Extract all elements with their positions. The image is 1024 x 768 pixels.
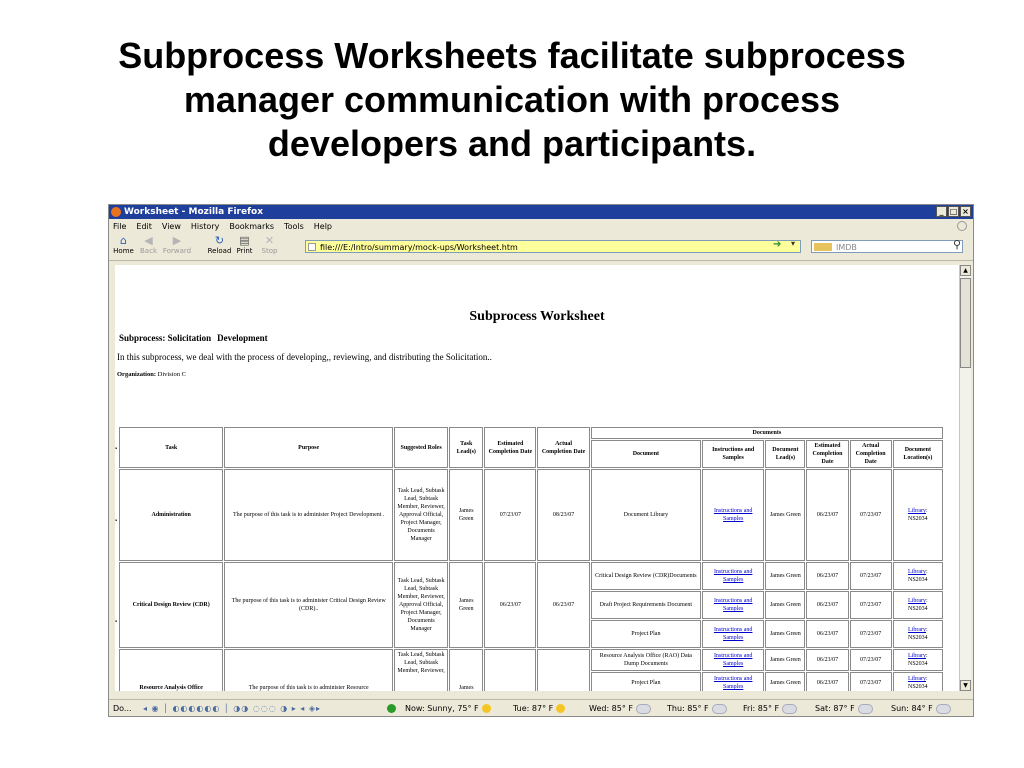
subprocess-line <box>119 333 268 343</box>
location-code: NS2034 <box>908 516 928 522</box>
toolbar-icons[interactable]: ◂ ◉ │ ◐◐◐◐◐◐ │ ◑◑ ◌◌◌ ◑ ▸ ◂ ◈▸ <box>143 704 322 713</box>
doc-estimated-date-cell: 06/23/07 <box>806 649 848 671</box>
purpose-cell: The purpose of this task is to administer Resource <box>224 649 393 691</box>
library-link[interactable]: Library <box>908 676 927 682</box>
subprocess-value: Development <box>217 333 268 343</box>
url-text: file:///E:/Intro/summary/mock-ups/Worksheet.htm <box>320 243 518 252</box>
header-purpose: Purpose <box>224 427 393 468</box>
location-cell: Library: NS2034 <box>893 562 943 590</box>
document-lead-cell: James Green <box>765 672 805 691</box>
instructions-cell <box>702 469 764 561</box>
library-link[interactable]: Library <box>908 653 927 659</box>
instructions-link[interactable]: Instructions and Samples <box>713 508 753 522</box>
organization-label: Organization: <box>117 371 156 378</box>
header-task-leads: Task Lead(s) <box>449 427 483 468</box>
doc-actual-date-cell: 07/23/07 <box>850 649 892 671</box>
search-engine-icon[interactable] <box>814 243 832 251</box>
intro-text: In this subprocess, we deal with the process of developing,, reviewing, and distributing the Solicitation.. <box>117 352 492 362</box>
instructions-link[interactable]: Instructions and Samples <box>713 676 753 690</box>
slide-title <box>40 34 984 166</box>
instructions-cell <box>702 591 764 619</box>
scroll-down-icon[interactable]: ▼ <box>960 680 971 691</box>
task-cell: Administration <box>119 469 223 561</box>
status-green-icon <box>387 704 396 713</box>
doc-actual-date-cell: 07/23/07 <box>850 562 892 590</box>
doc-estimated-date-cell: 06/23/07 <box>806 469 848 561</box>
doc-estimated-date-cell: 06/23/07 <box>806 620 848 648</box>
cloud-icon <box>636 704 651 714</box>
location-code: NS2034 <box>908 635 928 641</box>
instructions-cell <box>702 562 764 590</box>
forecast-label: Wed: 85° F <box>589 704 634 713</box>
reload-button[interactable] <box>207 234 232 255</box>
home-icon: ⌂ <box>120 234 127 247</box>
forward-button[interactable] <box>161 234 193 255</box>
maximize-button[interactable]: □ <box>949 207 958 216</box>
location-cell: Library: NS2034 <box>893 591 943 619</box>
location-cell: Library: NS2034 <box>893 469 943 561</box>
weather-now <box>405 700 491 717</box>
library-link[interactable]: Library <box>908 508 927 514</box>
forecast-label: Fri: 85° F <box>743 704 780 713</box>
header-doc-actual-date: Actual Completion Date <box>850 440 892 468</box>
instructions-link[interactable]: Instructions and Samples <box>713 569 753 583</box>
location-cell: Library: NS2034 <box>893 620 943 648</box>
header-document-leads: Document Lead(s) <box>765 440 805 468</box>
actual-date-cell: 06/23/07 <box>537 562 589 648</box>
header-actual-date: Actual Completion Date <box>537 427 589 468</box>
menu-bar <box>109 219 973 234</box>
forecast-item <box>815 700 873 717</box>
document-lead-cell: James Green <box>765 562 805 590</box>
instructions-link[interactable]: Instructions and Samples <box>713 653 753 667</box>
purpose-cell: The purpose of this task is to administer Project Development . <box>224 469 393 561</box>
library-link[interactable]: Library <box>908 569 927 575</box>
forecast-label: Sun: 84° F <box>891 704 933 713</box>
menu-help[interactable]: Help <box>313 222 333 231</box>
search-engine-label: IMDB <box>836 243 857 252</box>
header-suggested-roles: Suggested Roles <box>394 427 448 468</box>
page-icon <box>308 243 316 251</box>
header-doc-estimated-date: Estimated Completion Date <box>806 440 848 468</box>
roles-cell: Task Lead, Subtask Lead, Subtask Member, Reviewer, Approval Official, Project Manager, Documents Manager <box>394 562 448 648</box>
document-cell: Draft Project Requirements Document <box>591 591 701 619</box>
forecast-item <box>589 700 651 717</box>
go-arrow-icon[interactable]: ➔ <box>773 239 782 250</box>
instructions-cell <box>702 649 764 671</box>
home-button[interactable] <box>111 234 136 255</box>
worksheet-table <box>118 426 944 691</box>
purpose-cell: The purpose of this task is to administer Critical Design Review (CDR).. <box>224 562 393 648</box>
task-cell: Resource Analysis Office <box>119 649 223 691</box>
stop-button[interactable] <box>257 234 282 255</box>
search-input[interactable] <box>811 240 963 253</box>
library-link[interactable]: Library <box>908 627 927 633</box>
estimated-date-cell <box>484 649 536 691</box>
location-code: NS2034 <box>908 684 928 690</box>
scroll-up-icon[interactable]: ▲ <box>960 265 971 276</box>
slide-title-line: Subprocess Worksheets facilitate subprocess <box>118 35 906 76</box>
estimated-date-cell: 07/23/07 <box>484 469 536 561</box>
status-text: Do... <box>113 704 132 713</box>
window-titlebar[interactable] <box>109 205 973 219</box>
throbber-icon <box>957 221 967 231</box>
navigation-toolbar <box>109 234 973 261</box>
print-label: Print <box>236 247 253 255</box>
location-code: NS2034 <box>908 606 928 612</box>
document-cell: Resource Analysis Office (RAO) Data Dump Documents <box>591 649 701 671</box>
document-lead-cell: James Green <box>765 469 805 561</box>
home-label: Home <box>113 247 134 255</box>
library-link[interactable]: Library <box>908 598 927 604</box>
vertical-scrollbar[interactable] <box>959 265 971 691</box>
menu-tools[interactable]: Tools <box>284 222 304 231</box>
scroll-thumb[interactable] <box>960 278 971 368</box>
forecast-item <box>891 700 951 717</box>
document-cell: Critical Design Review (CDR)Documents <box>591 562 701 590</box>
document-lead-cell: James Green <box>765 620 805 648</box>
cloud-icon <box>712 704 727 714</box>
roles-cell: Task Lead, Subtask Lead, Subtask Member, Reviewer, <box>394 649 448 691</box>
cloud-icon <box>858 704 873 714</box>
document-cell: Document Library <box>591 469 701 561</box>
menu-edit[interactable]: Edit <box>136 222 152 231</box>
forecast-label: Tue: 87° F <box>513 704 554 713</box>
slide-title-line: manager communication with process <box>183 79 841 120</box>
weather-now-text: Now: Sunny, 75° F <box>405 704 479 713</box>
forecast-label: Sat: 87° F <box>815 704 855 713</box>
forward-label: Forward <box>162 247 192 255</box>
header-estimated-date: Estimated Completion Date <box>484 427 536 468</box>
doc-estimated-date-cell: 06/23/07 <box>806 591 848 619</box>
reload-icon: ↻ <box>214 234 225 247</box>
menu-bookmarks[interactable]: Bookmarks <box>229 222 275 231</box>
instructions-link[interactable]: Instructions and Samples <box>713 598 753 612</box>
location-code: NS2034 <box>908 661 928 667</box>
document-lead-cell: James Green <box>765 649 805 671</box>
task-lead-cell: James Green <box>449 562 483 648</box>
back-label: Back <box>140 247 157 255</box>
roles-cell: Task Lead, Subtask Lead, Subtask Member, Reviewer, Approval Official, Project Manager, Documents Manager <box>394 469 448 561</box>
browser-window <box>108 204 974 717</box>
search-icon[interactable]: ⚲ <box>953 238 962 251</box>
location-code: NS2034 <box>908 577 928 583</box>
organization-line <box>117 371 186 378</box>
row-marker-icon: ▪ <box>115 619 118 625</box>
doc-actual-date-cell: 07/23/07 <box>850 620 892 648</box>
table-row <box>119 562 943 590</box>
document-cell: Project Plan <box>591 620 701 648</box>
minimize-button[interactable]: _ <box>936 206 947 217</box>
header-instructions: Instructions and Samples <box>702 440 764 468</box>
menu-file[interactable]: File <box>113 222 127 231</box>
doc-actual-date-cell: 07/23/07 <box>850 469 892 561</box>
forecast-item <box>667 700 727 717</box>
subprocess-label: Subprocess: Solicitation <box>119 333 212 343</box>
cloud-icon <box>936 704 951 714</box>
worksheet-heading: Subprocess Worksheet <box>469 309 605 324</box>
doc-estimated-date-cell: 06/23/07 <box>806 672 848 691</box>
reload-label: Reload <box>207 247 232 255</box>
firefox-icon <box>111 207 121 217</box>
document-cell: Project Plan <box>591 672 701 691</box>
print-button[interactable] <box>232 234 257 255</box>
forward-arrow-icon: ▶ <box>172 234 182 247</box>
sun-icon <box>482 704 491 713</box>
task-lead-cell: James Green <box>449 469 483 561</box>
table-row <box>119 469 943 561</box>
stop-label: Stop <box>261 247 278 255</box>
menu-history[interactable]: History <box>190 222 220 231</box>
back-arrow-icon: ◀ <box>144 234 153 247</box>
forecast-item <box>513 700 565 717</box>
url-dropdown-icon[interactable]: ▾ <box>791 239 796 248</box>
doc-actual-date-cell: 07/23/07 <box>850 591 892 619</box>
forecast-item <box>743 700 797 717</box>
close-button[interactable]: × <box>960 206 971 217</box>
table-row <box>119 649 943 671</box>
row-marker-icon: ▪ <box>115 446 118 452</box>
instructions-link[interactable]: Instructions and Samples <box>713 627 753 641</box>
back-button[interactable] <box>136 234 161 255</box>
estimated-date-cell: 06/23/07 <box>484 562 536 648</box>
instructions-cell <box>702 672 764 691</box>
doc-actual-date-cell: 07/23/07 <box>850 672 892 691</box>
cloud-icon <box>782 704 797 714</box>
status-bar <box>109 699 973 717</box>
header-document-location: Document Location(s) <box>893 440 943 468</box>
slide-title-line: developers and participants. <box>267 123 757 164</box>
forecast-label: Thu: 85° F <box>667 704 709 713</box>
stop-icon: ✕ <box>264 234 275 247</box>
actual-date-cell: 08/23/07 <box>537 469 589 561</box>
header-document: Document <box>591 440 701 468</box>
doc-estimated-date-cell: 06/23/07 <box>806 562 848 590</box>
window-title: Worksheet - Mozilla Firefox <box>124 207 264 217</box>
header-documents-group: Documents <box>591 427 943 439</box>
row-marker-icon: ▪ <box>115 518 118 524</box>
organization-value: Division C <box>157 371 186 378</box>
document-lead-cell: James Green <box>765 591 805 619</box>
sun-icon <box>556 704 565 713</box>
printer-icon: ▤ <box>239 234 250 247</box>
location-cell: Library: NS2034 <box>893 672 943 691</box>
task-lead-cell: James <box>449 649 483 691</box>
header-task: Task <box>119 427 223 468</box>
location-cell: Library: NS2034 <box>893 649 943 671</box>
actual-date-cell <box>537 649 589 691</box>
instructions-cell <box>702 620 764 648</box>
url-bar[interactable] <box>305 240 801 253</box>
task-cell: Critical Design Review (CDR) <box>119 562 223 648</box>
menu-view[interactable]: View <box>161 222 181 231</box>
page-content <box>115 265 959 691</box>
